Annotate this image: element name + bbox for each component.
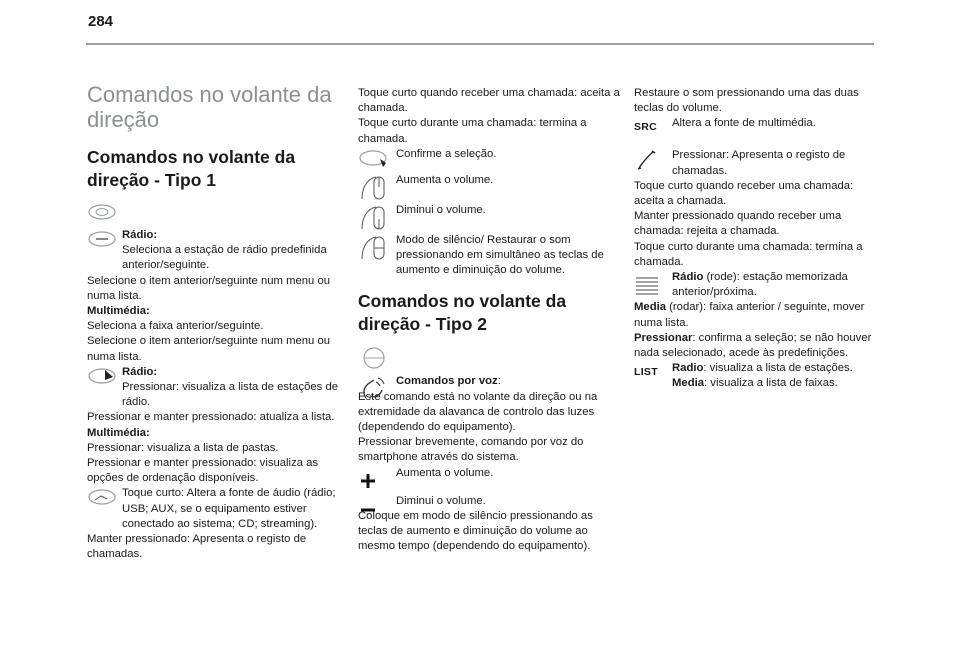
confirm-button-icon bbox=[358, 147, 388, 171]
call-line2: Toque curto durante uma chamada: termina a chamada. bbox=[358, 117, 587, 145]
phone-icon bbox=[634, 148, 660, 174]
src-icon: SRC bbox=[634, 121, 658, 134]
steering-wheel-icon bbox=[358, 346, 390, 370]
minus-line2: Coloque em modo de silêncio pressionando as teclas de aumento e diminuição do volume ao mesmo tempo (dependendo do equipamento). bbox=[358, 509, 593, 553]
phone-line3: Manter pressionado quando receber uma chamada: rejeita a chamada. bbox=[634, 210, 842, 238]
multimedia2-label: Multimédia: bbox=[87, 426, 150, 439]
radio-label: Rádio: bbox=[122, 229, 158, 241]
rotary-press-label: Pressionar bbox=[634, 331, 693, 344]
list-radio-text: : visualiza a lista de estações. bbox=[703, 362, 853, 375]
radio-list-item bbox=[87, 365, 342, 411]
voice-line2: Pressionar brevemente, comando por voz do smartphone através do sistema. bbox=[358, 436, 584, 464]
column-2 bbox=[358, 86, 620, 554]
rotary-radio-text: (rode): estação memorizada anterior/próxima. bbox=[672, 271, 848, 299]
page-number: 284 bbox=[88, 13, 114, 30]
plus-icon bbox=[358, 466, 388, 494]
volume-up-text: Aumenta o volume. bbox=[396, 173, 494, 186]
voice-colon: : bbox=[497, 375, 501, 388]
voice-item bbox=[358, 374, 620, 389]
header-divider bbox=[86, 43, 874, 45]
column-3 bbox=[634, 86, 884, 392]
rotary-media-text: (rodar): faixa anterior / seguinte, mover numa lista. bbox=[634, 301, 865, 329]
rotary-media-label: Media bbox=[634, 301, 667, 314]
source-line2: Manter pressionado: Apresenta o registo de chamadas. bbox=[87, 533, 307, 561]
multimedia-label: Multimédia: bbox=[87, 305, 150, 318]
volume-up-item bbox=[358, 173, 620, 203]
mute-text: Modo de silêncio/ Restaurar o som pressionando em simultâneo as teclas de aumento e diminuição do volume. bbox=[396, 233, 604, 277]
radio2-label: Rádio: bbox=[122, 365, 158, 378]
phone-line1: Pressionar: Apresenta o registo de chamadas. bbox=[672, 149, 846, 177]
source-item bbox=[87, 486, 342, 532]
call-line1: Toque curto quando receber uma chamada: aceita a chamada. bbox=[358, 87, 620, 115]
multimedia2-line2: Pressionar e manter pressionado: visualiza as opções de ordenação disponíveis. bbox=[87, 457, 319, 485]
multimedia-line2: Selecione o item anterior/seguinte num menu ou numa lista. bbox=[87, 335, 331, 363]
phone-line4: Toque curto durante uma chamada: termina a chamada. bbox=[634, 240, 863, 268]
volume-down-text: Diminui o volume. bbox=[396, 203, 486, 216]
src-text: Altera a fonte de multimédia. bbox=[672, 117, 816, 130]
phone-item bbox=[634, 148, 884, 178]
radio2-line2: Pressionar e manter pressionado: atualiza a lista. bbox=[87, 411, 335, 424]
radio-item bbox=[87, 228, 342, 274]
list-icon: LIST bbox=[634, 366, 658, 379]
steering-control-icon bbox=[87, 202, 117, 222]
list-media-label: Media bbox=[672, 377, 705, 390]
plus-text: Aumenta o volume. bbox=[396, 466, 494, 479]
list-media-text: : visualiza a lista de faixas. bbox=[704, 377, 838, 390]
minus-line1: Diminui o volume. bbox=[396, 494, 486, 507]
plus-item bbox=[358, 466, 620, 494]
steering-wheel-button-icon bbox=[87, 228, 117, 250]
volume-up-icon bbox=[358, 173, 388, 201]
rotary-radio-label: Rádio bbox=[672, 271, 704, 284]
steering-controls-illustration bbox=[87, 202, 342, 228]
list-item bbox=[634, 361, 884, 391]
src-item bbox=[634, 116, 884, 148]
mute-icon bbox=[358, 233, 388, 261]
restore-text: Restaure o som pressionando uma das duas teclas do volume. bbox=[634, 87, 859, 115]
section-title: Comandos no volante da direção bbox=[87, 82, 332, 132]
voice-line1: Este comando está no volante da direção ou na extremidade da alavanca de controlo das luzes (dependendo do equipamento). bbox=[358, 390, 598, 434]
minus-icon bbox=[358, 494, 388, 522]
column-1 bbox=[87, 82, 342, 562]
rotary-press-text: : confirma a seleção; se não houver nada selecionado, acede às predefinições. bbox=[634, 331, 872, 360]
radio-line1: Seleciona a estação de rádio predefinida anterior/seguinte. bbox=[122, 244, 327, 272]
sub-title-type1: Comandos no volante da direção - Tipo 1 bbox=[87, 147, 296, 190]
multimedia2-line1: Pressionar: visualiza a lista de pastas. bbox=[87, 441, 279, 454]
sub-title-type2: Comandos no volante da direção - Tipo 2 bbox=[358, 291, 567, 335]
rotary-wheel-icon bbox=[634, 272, 660, 298]
volume-down-icon bbox=[358, 203, 388, 231]
steering-wheel-illustration bbox=[358, 346, 620, 374]
list-button-icon bbox=[87, 365, 117, 387]
source-button-icon bbox=[87, 486, 117, 508]
voice-label: Comandos por voz bbox=[396, 375, 498, 388]
phone-line2: Toque curto quando receber uma chamada: aceita a chamada. bbox=[634, 179, 854, 208]
list-radio-label: Radio bbox=[672, 362, 704, 375]
voice-command-icon bbox=[358, 374, 388, 402]
confirm-item bbox=[358, 147, 620, 173]
rotary-item bbox=[634, 270, 884, 300]
radio2-line1: Pressionar: visualiza a lista de estações de rádio. bbox=[122, 381, 339, 409]
minus-item bbox=[358, 494, 620, 509]
radio-line2: Selecione o item anterior/seguinte num menu ou numa lista. bbox=[87, 274, 331, 302]
mute-item bbox=[358, 233, 620, 279]
source-line1: Toque curto: Altera a fonte de áudio (rádio; USB; AUX, se o equipamento estiver conectado ao sistema; CD; streaming). bbox=[122, 487, 336, 530]
multimedia-line1: Seleciona a faixa anterior/seguinte. bbox=[87, 320, 264, 333]
confirm-text: Confirme a seleção. bbox=[396, 147, 497, 160]
volume-down-item bbox=[358, 203, 620, 233]
